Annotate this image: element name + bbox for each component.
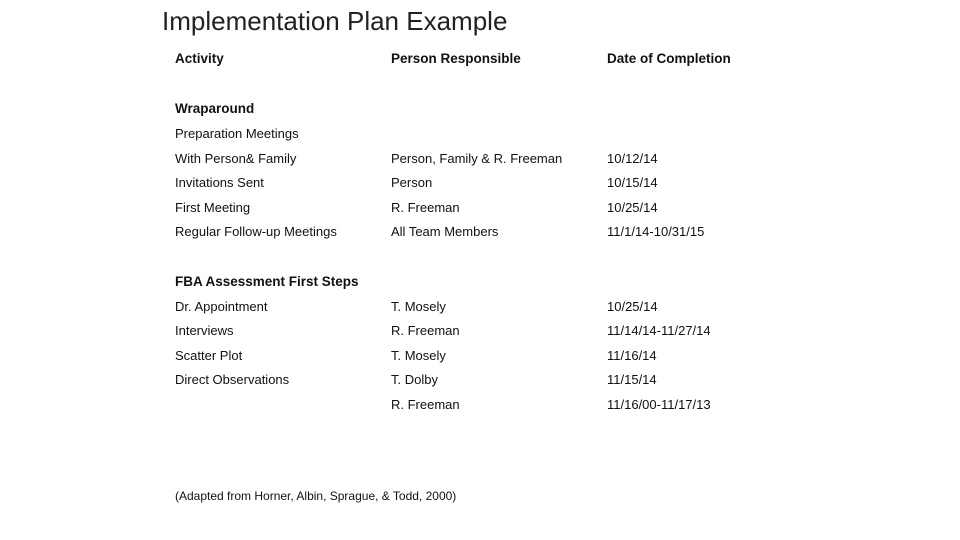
date-cell: 10/12/14 (607, 151, 658, 166)
table-header-row (175, 48, 775, 70)
date-cell: 10/25/14 (607, 299, 658, 314)
person-cell: R. Freeman (391, 397, 460, 412)
table-row (175, 172, 775, 194)
table-row (175, 221, 775, 243)
section-label: Wraparound (175, 101, 255, 116)
table-row (175, 369, 775, 391)
person-cell: R. Freeman (391, 323, 460, 338)
header-activity: Activity (175, 51, 224, 66)
table-row (175, 296, 775, 318)
activity-cell: Interviews (175, 323, 234, 338)
implementation-plan-table (175, 0, 775, 540)
section-heading-wraparound (175, 98, 775, 120)
section-label: FBA Assessment First Steps (175, 274, 359, 289)
activity-cell: First Meeting (175, 200, 251, 215)
page-title: Implementation Plan Example (162, 6, 508, 36)
date-cell: 11/16/14 (607, 348, 657, 363)
date-cell: 11/1/14-10/31/15 (607, 224, 705, 239)
date-cell: 11/14/14-11/27/14 (607, 323, 711, 338)
activity-cell: Preparation Meetings (175, 126, 299, 141)
table-row (175, 197, 775, 219)
person-cell: All Team Members (391, 224, 499, 239)
table-row (175, 148, 775, 170)
table-row (175, 345, 775, 367)
header-person-responsible: Person Responsible (391, 51, 521, 66)
activity-cell: Direct Observations (175, 372, 290, 387)
citation: (Adapted from Horner, Albin, Sprague, & Todd, 2000) (175, 489, 457, 503)
activity-cell: With Person& Family (175, 151, 297, 166)
section-heading-fba-assessment (175, 271, 775, 293)
person-cell: T. Mosely (391, 299, 446, 314)
date-cell: 11/15/14 (607, 372, 657, 387)
date-cell: 10/15/14 (607, 175, 658, 190)
activity-cell: Dr. Appointment (175, 299, 268, 314)
date-cell: 11/16/00-11/17/13 (607, 397, 711, 412)
person-cell: R. Freeman (391, 200, 460, 215)
activity-cell: Regular Follow-up Meetings (175, 224, 337, 239)
person-cell: T. Dolby (391, 372, 438, 387)
header-date-of-completion: Date of Completion (607, 51, 731, 66)
table-row (175, 123, 775, 145)
table-row (175, 394, 775, 416)
date-cell: 10/25/14 (607, 200, 658, 215)
table-row (175, 320, 775, 342)
person-cell: Person, Family & R. Freeman (391, 151, 563, 166)
person-cell: T. Mosely (391, 348, 446, 363)
person-cell: Person (391, 175, 433, 190)
activity-cell: Scatter Plot (175, 348, 243, 363)
activity-cell: Invitations Sent (175, 175, 264, 190)
